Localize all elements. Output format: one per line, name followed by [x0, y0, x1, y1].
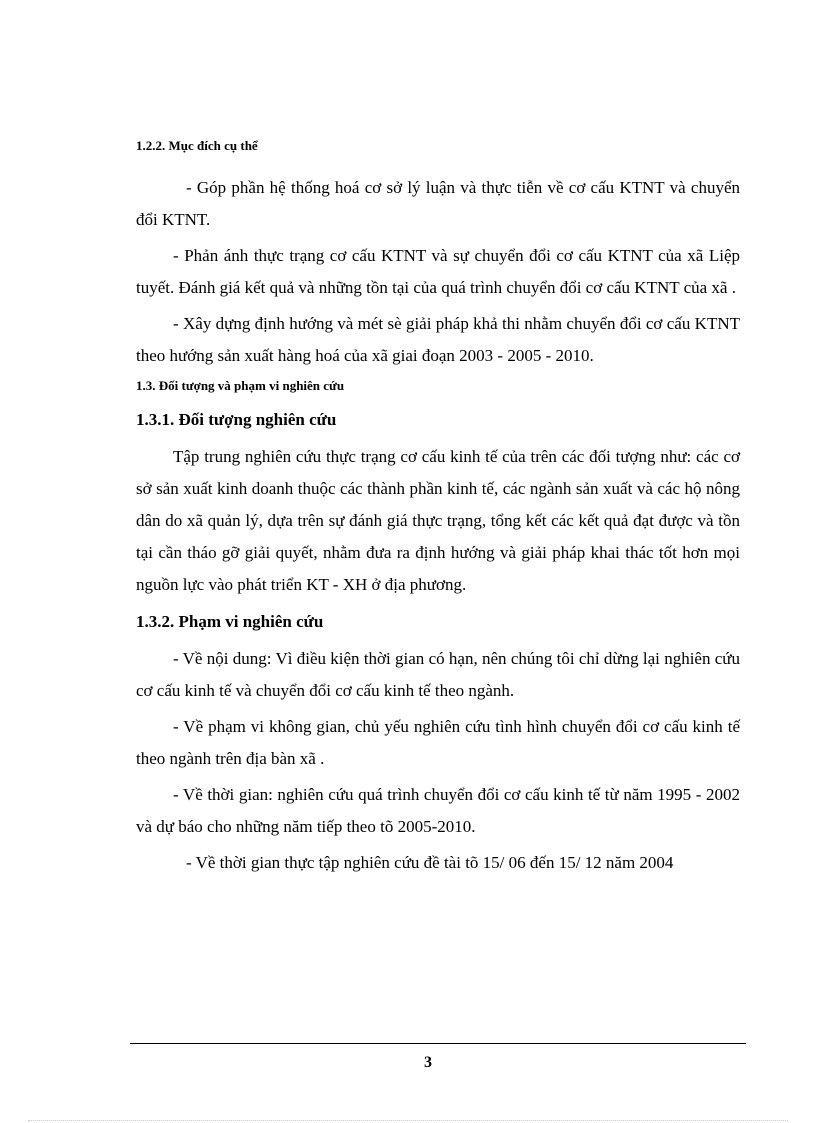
footer-divider	[130, 1043, 746, 1044]
page-content	[136, 138, 740, 879]
page-number: 3	[424, 1054, 432, 1071]
paragraph-scope-space: - Về phạm vi không gian, chủ yếu nghiên cứu tình hình chuyển đổi cơ cấu kinh tế theo ngành trên địa bàn xã .	[136, 717, 740, 768]
section-1-2-2-title: 1.2.2. Mục đích cụ thể	[136, 138, 258, 153]
page-bottom-border	[28, 1120, 788, 1121]
section-1-3-2-title: 1.3.2. Phạm vi nghiên cứu	[136, 612, 324, 631]
section-1-3-title: 1.3. Đối tượng và phạm vi nghiên cứu	[136, 378, 345, 393]
paragraph-purpose-3: - Xây dựng định hướng và mét sè giải pháp khả thi nhằm chuyển đổi cơ cấu KTNT theo hướng sản xuất hàng hoá của xã giai đoạn 2003 - 2005 - 2010.	[136, 314, 740, 365]
paragraph-scope-time: - Về thời gian: nghiên cứu quá trình chuyển đổi cơ cấu kinh tế từ năm 1995 - 2002 và dự báo cho những năm tiếp theo tõ 2005-2010.	[136, 785, 740, 836]
section-1-3-1-title: 1.3.1. Đối tượng nghiên cứu	[136, 410, 337, 429]
paragraph-scope-content: - Về nội dung: Vì điều kiện thời gian có hạn, nên chúng tôi chỉ dừng lại nghiên cứu cơ cấu kinh tế và chuyển đổi cơ cấu kinh tế theo ngành.	[136, 649, 740, 700]
paragraph-internship-time: - Về thời gian thực tập nghiên cứu đề tài tõ 15/ 06 đến 15/ 12 năm 2004	[186, 853, 674, 872]
paragraph-purpose-1: - Góp phần hệ thống hoá cơ sở lý luận và thực tiễn về cơ cấu KTNT và chuyển đổi KTNT.	[136, 178, 740, 229]
paragraph-research-object: Tập trung nghiên cứu thực trạng cơ cấu kinh tế của trên các đối tượng như: các cơ sở sản xuất kinh doanh thuộc các thành phần kinh tế, các ngành sản xuất và các hộ nông dân do xã quản lý, dựa trên sự đánh giá thực trạng, tổng kết các kết quả đạt được và tồn tại cần tháo gỡ giải quyết, nhằm đưa ra định hướng và giải pháp khai thác tốt hơn mọi nguồn lực vào phát triển KT - XH ở địa phương.	[136, 447, 740, 594]
paragraph-purpose-2: - Phản ánh thực trạng cơ cấu KTNT và sự chuyển đổi cơ cấu KTNT của xã Liệp tuyết. Đánh giá kết quả và những tồn tại của quá trình chuyển đổi cơ cấu KTNT của xã .	[136, 246, 740, 297]
